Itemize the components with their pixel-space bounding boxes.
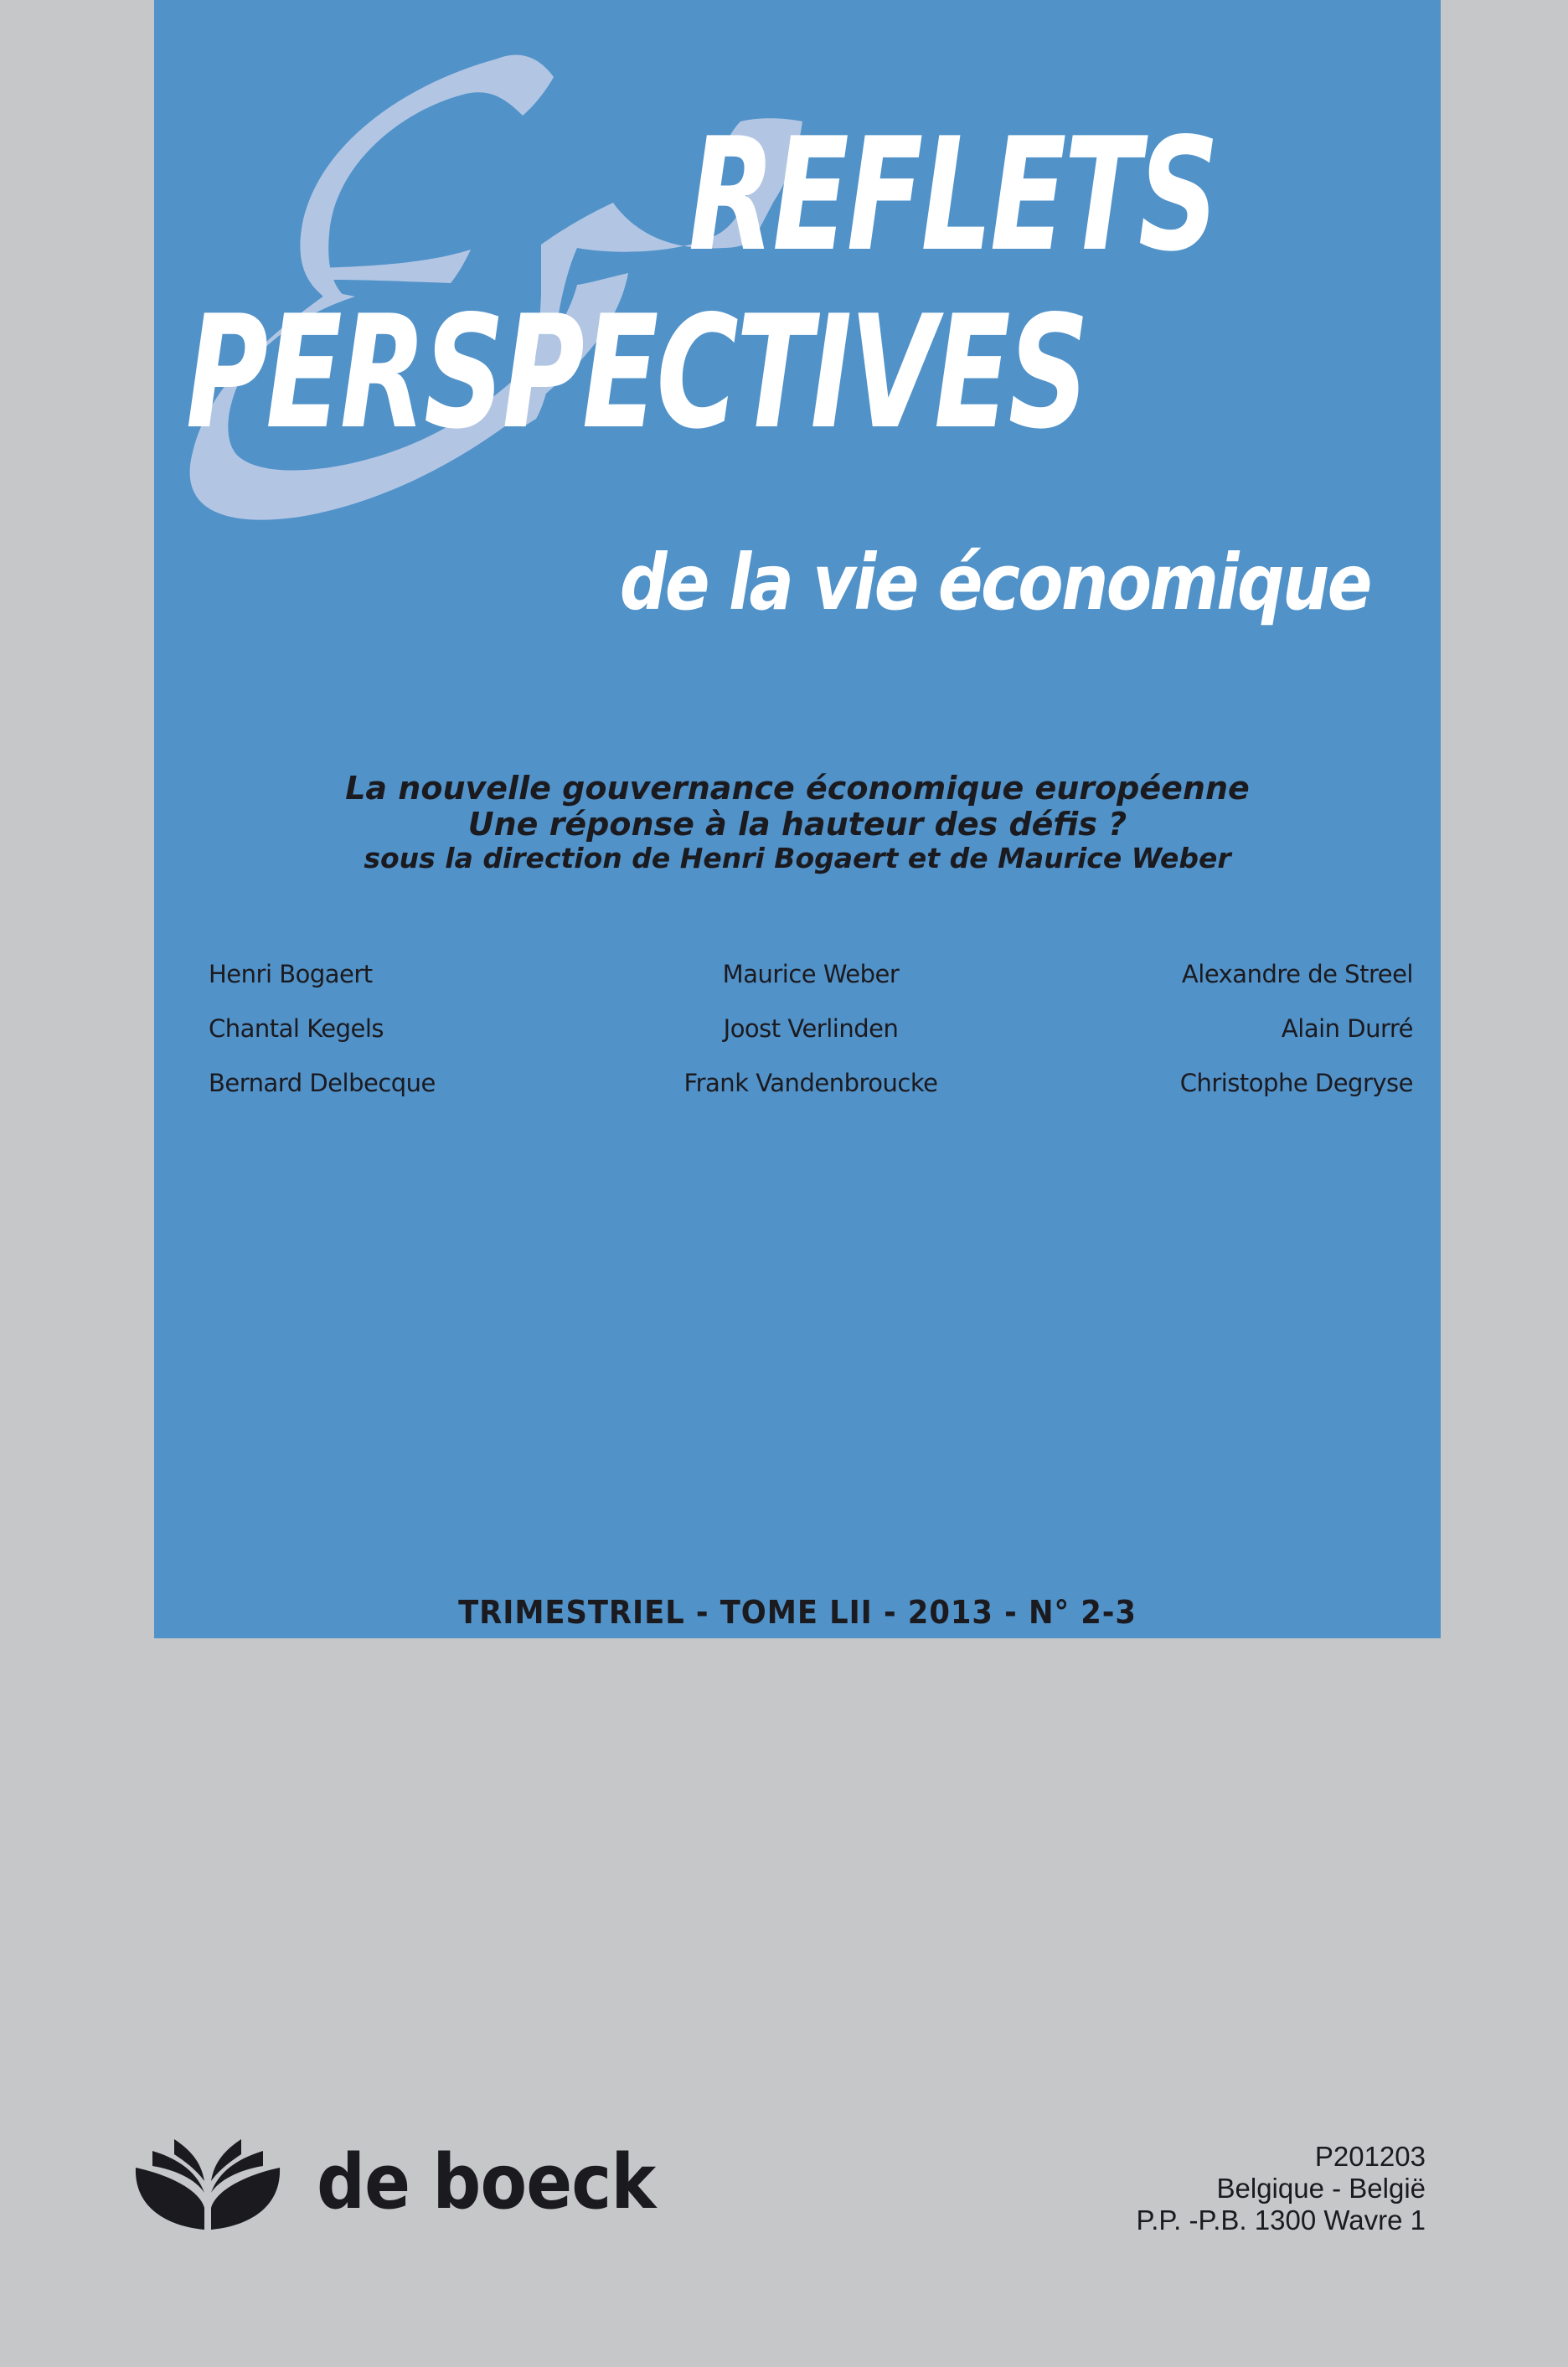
postal-info bbox=[1136, 2141, 1426, 2236]
publisher-name: de boeck bbox=[317, 2138, 656, 2226]
author-row bbox=[209, 1069, 1413, 1123]
publisher-logo bbox=[134, 2138, 693, 2231]
issue-theme bbox=[154, 772, 1441, 880]
author-name: Maurice Weber bbox=[722, 960, 900, 988]
author-name: Alain Durré bbox=[1281, 1014, 1413, 1043]
journal-title-reflets: REFLETS bbox=[689, 104, 1217, 286]
author-name: Joost Verlinden bbox=[723, 1014, 899, 1043]
issue-theme-question: Une réponse à la hauteur des défis ? bbox=[467, 806, 1127, 843]
postal-code: P201203 bbox=[1314, 2141, 1426, 2172]
postal-office: P.P. -P.B. 1300 Wavre 1 bbox=[1136, 2205, 1426, 2236]
postal-country: Belgique - België bbox=[1216, 2173, 1426, 2204]
author-row bbox=[209, 960, 1413, 1014]
author-name: Bernard Delbecque bbox=[209, 1069, 436, 1097]
issue-editors: sous la direction de Henri Bogaert et de Maurice Weber bbox=[364, 842, 1231, 874]
author-name: Chantal Kegels bbox=[209, 1014, 384, 1043]
author-name: Frank Vandenbroucke bbox=[683, 1069, 938, 1097]
issue-theme-title: La nouvelle gouvernance économique européenne bbox=[345, 770, 1250, 807]
journal-title-perspectives: PERSPECTIVES bbox=[186, 281, 1087, 463]
author-name: Christophe Degryse bbox=[1179, 1069, 1413, 1097]
leaf-sprout-icon bbox=[134, 2138, 281, 2231]
cover-panel bbox=[154, 0, 1441, 1638]
issue-info: TRIMESTRIEL - TOME LII - 2013 - N° 2-3 bbox=[458, 1594, 1137, 1631]
author-list bbox=[209, 960, 1413, 1123]
author-name: Henri Bogaert bbox=[209, 960, 373, 988]
journal-subtitle: de la vie économique bbox=[620, 538, 1370, 627]
author-row bbox=[209, 1014, 1413, 1069]
author-name: Alexandre de Streel bbox=[1181, 960, 1413, 988]
